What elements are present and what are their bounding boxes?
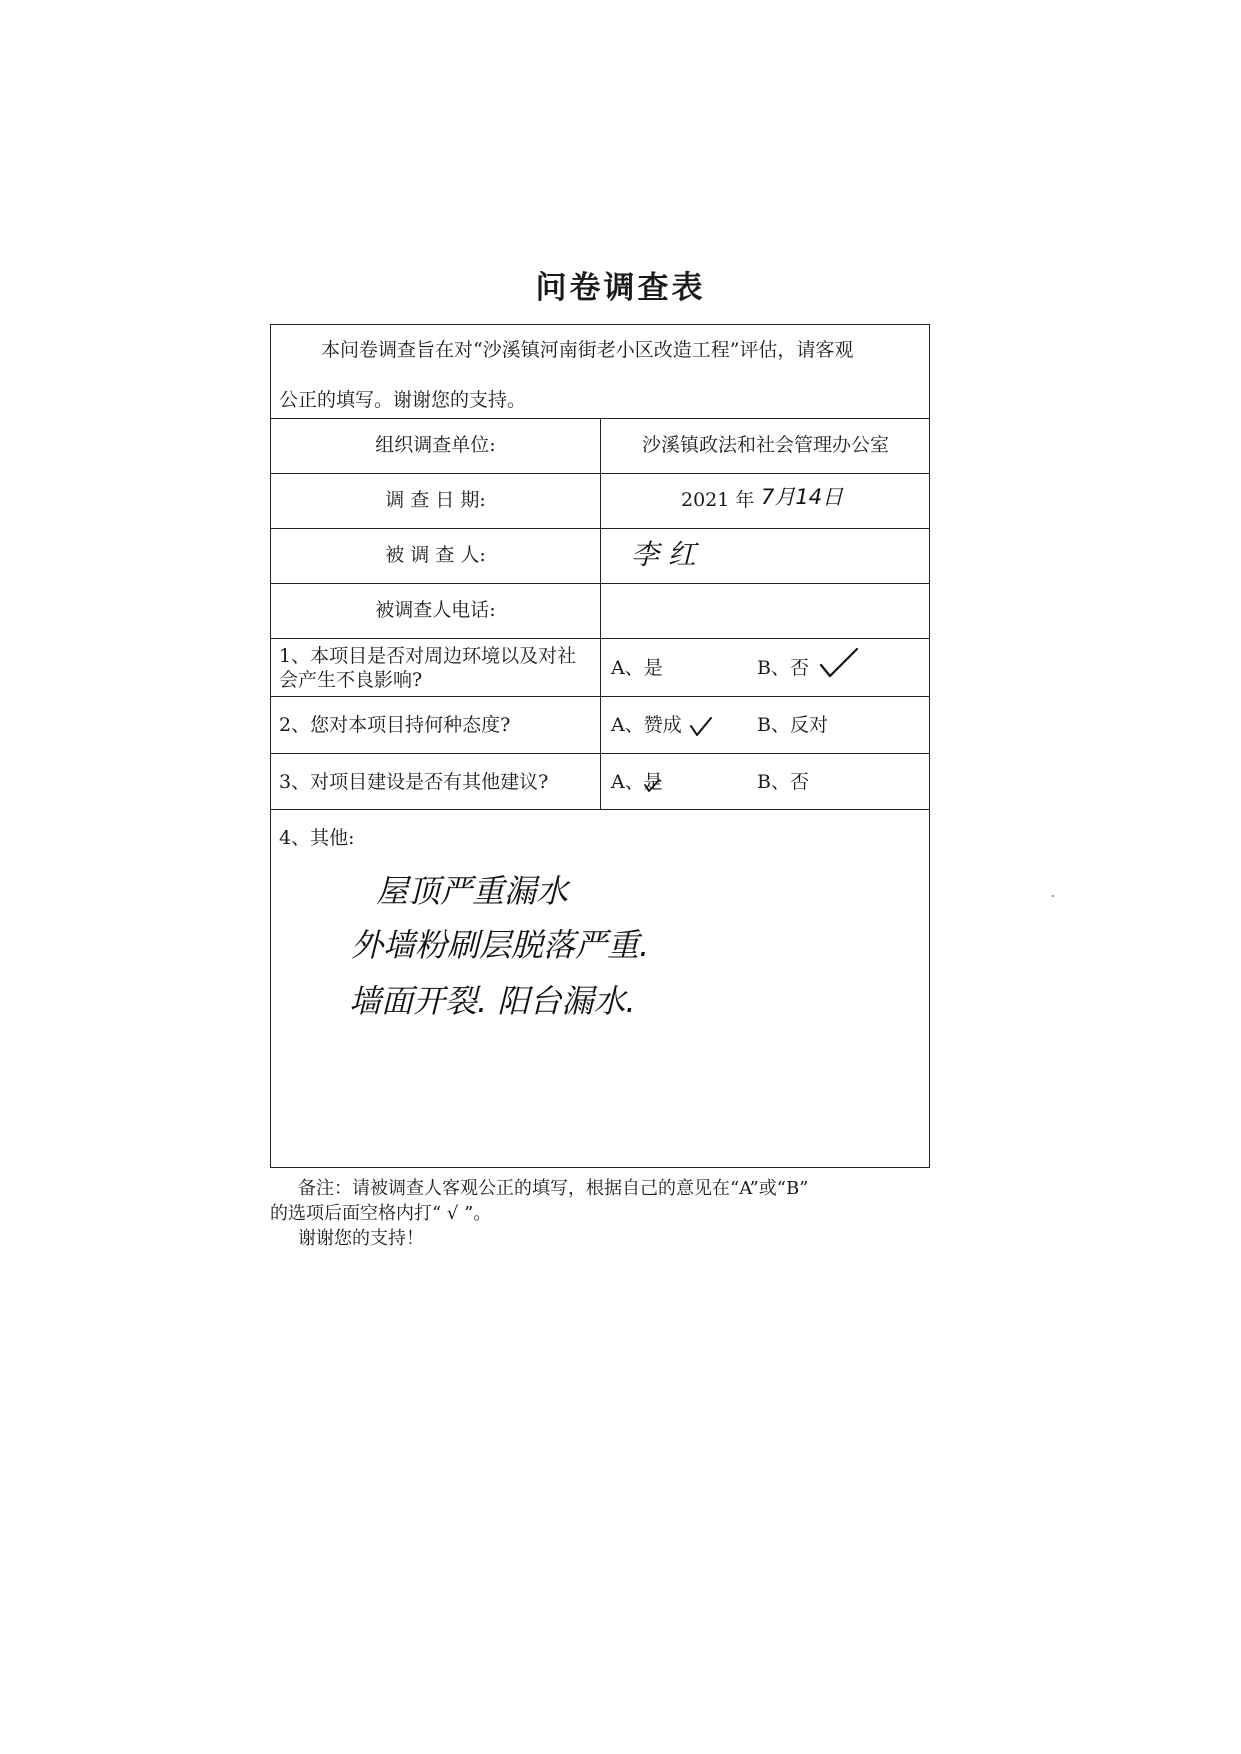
form-title: 问卷调查表 (535, 270, 706, 306)
question-1-option-b: B、否 (757, 657, 809, 679)
field-label-phone: 被调查人电话: (375, 599, 496, 621)
field-value-date-year: 2021 年 (681, 489, 755, 511)
question-2-text: 2、您对本项目持何种态度? (279, 714, 511, 736)
checkmark-icon (819, 647, 859, 679)
intro-text (279, 325, 923, 425)
field-label-date: 调 查 日 期: (385, 489, 486, 511)
row-divider (271, 809, 929, 810)
footer-notes (270, 1176, 938, 1251)
question-4-label: 4、其他: (279, 827, 355, 849)
handwritten-note-line-1: 屋顶严重漏水 (376, 872, 569, 910)
intro-line-1: 本问卷调查旨在对“沙溪镇河南街老小区改造工程”评估，请客观 (321, 339, 854, 361)
handwritten-note-line-3: 墙面开裂. 阳台漏水. (349, 982, 636, 1020)
checkmark-icon (643, 777, 661, 793)
field-value-respondent-signature: 李 红 (631, 538, 696, 571)
field-value-date-handwritten: 7月14日 (761, 485, 844, 509)
question-2-option-b: B、反对 (757, 714, 828, 736)
field-label-org: 组织调查单位: (375, 434, 496, 456)
notes-line-2: 的选项后面空格内打“ √ ”。 (270, 1203, 492, 1224)
question-1-line-1: 1、本项目是否对周边环境以及对社 (279, 645, 577, 667)
field-value-org: 沙溪镇政法和社会管理办公室 (641, 434, 889, 456)
notes-line-3: 谢谢您的支持！ (298, 1228, 424, 1249)
question-2-option-a: A、赞成 (611, 714, 682, 736)
field-label-respondent: 被 调 查 人: (385, 544, 486, 566)
notes-line-1: 备注：请被调查人客观公正的填写，根据自己的意见在“A”或“B” (298, 1178, 809, 1199)
question-3-text: 3、对项目建设是否有其他建议? (279, 771, 549, 793)
question-3-option-b: B、否 (757, 771, 809, 793)
handwritten-note-line-2: 外墙粉刷层脱落严重. (351, 926, 650, 964)
column-divider (600, 418, 601, 809)
scan-speck (1052, 895, 1054, 897)
intro-line-2: 公正的填写。谢谢您的支持。 (279, 389, 527, 411)
question-1-option-a: A、是 (611, 657, 663, 679)
survey-form (270, 324, 930, 1168)
checkmark-icon (689, 715, 713, 737)
question-3-option-a: A、是 (611, 771, 663, 793)
question-1-line-2: 会产生不良影响? (279, 669, 423, 691)
